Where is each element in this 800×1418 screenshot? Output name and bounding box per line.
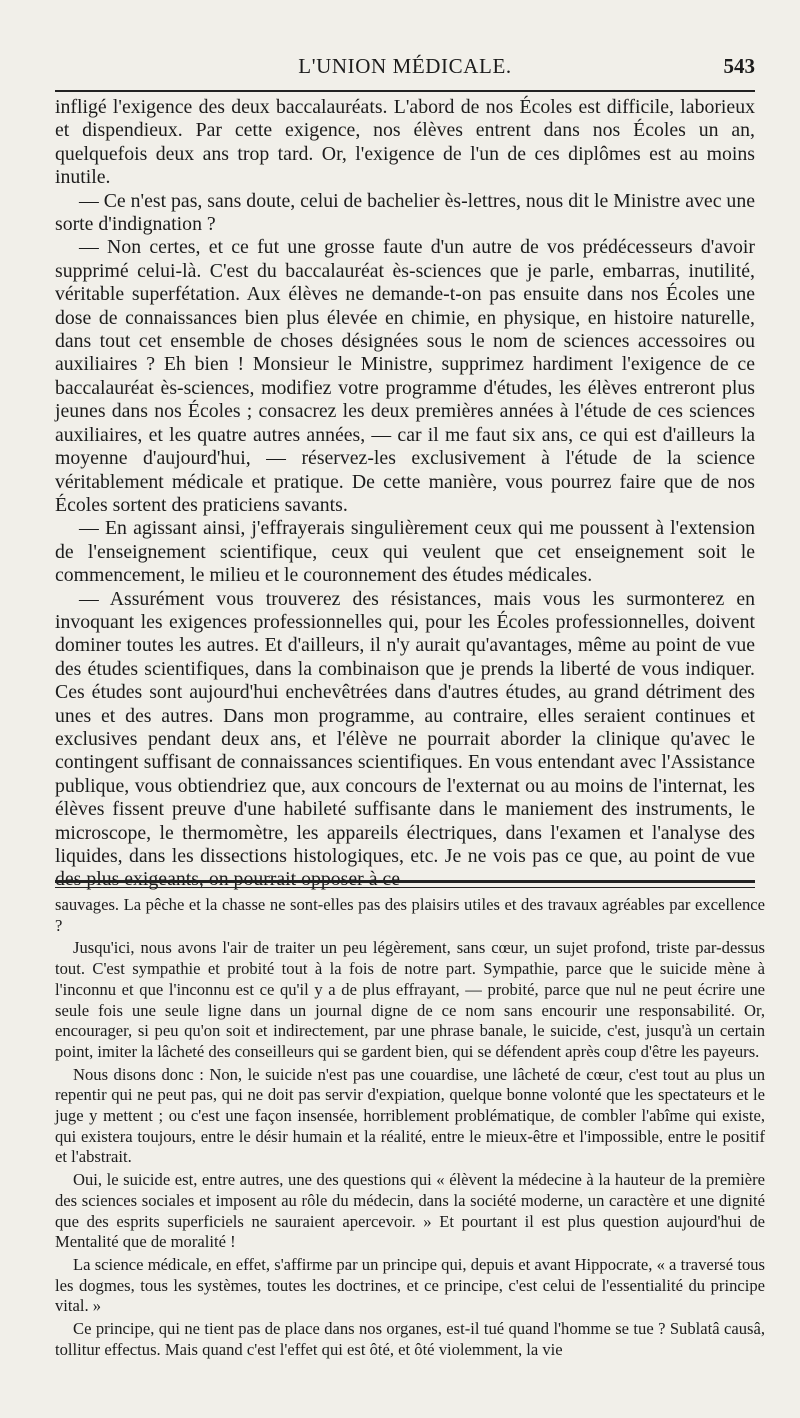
paragraph: Jusqu'ici, nous avons l'air de traiter un peu légèrement, sans cœur, un sujet profond, triste par-dessus tout. C'est sympathie et probité tout à la fois de notre part. Sympathie, parce que le suicide mène à l'inconnu et que l'inconnu est ce qu'il y a de plus effrayant, — probité, parce que nul ne peut écrire une seule fois une seule ligne dans un journal digne de ce nom sans encourir une responsabilité. Or, encourager, si peu qu'on soit et indirectement, par une phrase banale, le suicide, c'est, jusqu'à un certain point, imiter la lâcheté des conseilleurs qui se gardent bien, qui se défendent après coup d'être les payeurs. bbox=[55, 938, 765, 1061]
paragraph: — En agissant ainsi, j'effrayerais singulièrement ceux qui me poussent à l'extension de l'enseignement scientifique, ceux qui veulent que cet enseignement soit le commencement, le milieu et le couronnement des études médicales. bbox=[55, 517, 755, 587]
paragraph: sauvages. La pêche et la chasse ne sont-elles pas des plaisirs utiles et des travaux agréables par excellence ? bbox=[55, 895, 765, 935]
paragraph: — Non certes, et ce fut une grosse faute d'un autre de vos prédécesseurs d'avoir supprimé celui-là. C'est du baccalauréat ès-sciences que je parle, embarras, inutilité, véritable superfétation. Aux élèves ne demande-t-on pas ensuite dans nos Écoles une dose de connaissances bien plus élevée en chimie, en physique, en histoire naturelle, dans tout cet ensemble de choses désignées sous le nom de sciences accessoires ou auxiliaires ? Eh bien ! Monsieur le Ministre, supprimez hardiment l'exigence de ce baccalauréat ès-sciences, modifiez votre programme d'études, les élèves entreront plus jeunes dans nos Écoles ; consacrez les deux premières années à l'étude de ces sciences auxiliaires, et les quatre autres années, — car il me faut six ans, ce qui est d'ailleurs la moyenne d'aujourd'hui, — réservez-les exclusivement à l'étude de la science véritablement médicale et pratique. De cette manière, vous pourrez faire que de nos Écoles sortent des praticiens savants. bbox=[55, 236, 755, 516]
feuilleton-text bbox=[55, 895, 765, 1362]
main-text bbox=[55, 96, 755, 892]
paragraph: Oui, le suicide est, entre autres, une des questions qui « élèvent la médecine à la hauteur de la première des sciences sociales et imposent au rôle du médecin, dans la société moderne, un caractère et une dignité que des esprits superficiels ne sauraient apercevoir. » Et pourtant il est plus question aujourd'hui de Mentalité que de moralité ! bbox=[55, 1170, 765, 1252]
page-number: 543 bbox=[723, 54, 755, 78]
paragraph: La science médicale, en effet, s'affirme par un principe qui, depuis et avant Hippocrate, « a traversé tous les dogmes, tous les systèmes, toutes les doctrines, et ce principe, c'est celui de l'essentialité du principe vital. » bbox=[55, 1254, 765, 1316]
journal-title: L'UNION MÉDICALE. bbox=[298, 54, 512, 78]
header-rule bbox=[55, 90, 755, 92]
paragraph: — Ce n'est pas, sans doute, celui de bachelier ès-lettres, nous dit le Ministre avec une sorte d'indignation ? bbox=[55, 189, 755, 236]
paragraph: Nous disons donc : Non, le suicide n'est pas une couardise, une lâcheté de cœur, c'est tout au plus un repentir qui ne peut pas, qui ne doit pas servir d'expiation, quelque bonne volonté que les spectateurs et le juge y mettent ; ou c'est une façon insensée, horriblement problématique, de combler l'abîme qui existe, qui existera toujours, entre le désir humain et la réalité, entre le mieux-être et l'impossible, entre le positif et l'abstrait. bbox=[55, 1064, 765, 1167]
paragraph: Ce principe, qui ne tient pas de place dans nos organes, est-il tué quand l'homme se tue ? Sublatâ causâ, tollitur effectus. Mais quand c'est l'effet qui est ôté, et ôté violemment, la vie bbox=[55, 1319, 765, 1359]
section-divider-thin bbox=[55, 887, 755, 888]
page-header bbox=[55, 52, 755, 82]
paragraph: infligé l'exigence des deux baccalauréats. L'abord de nos Écoles est difficile, laborieux et dispendieux. Par cette exigence, nos élèves entrent dans nos Écoles un an, quelquefois deux ans trop tard. Or, l'exigence de l'un de ces diplômes est au moins inutile. bbox=[55, 96, 755, 189]
paragraph: — Assurément vous trouverez des résistances, mais vous les surmonterez en invoquant les exigences professionnelles qui, pour les Écoles professionnelles, doivent dominer toutes les autres. Et d'ailleurs, il n'y aurait qu'avantages, même au point de vue des études scientifiques, dans la combinaison que je prends la liberté de vous indiquer. Ces études sont aujourd'hui enchevêtrées dans d'autres études, au grand détriment des unes et des autres. Dans mon programme, au contraire, elles seraient continues et exclusives pendant deux ans, et l'élève ne pourrait aborder la clinique qu'avec le contingent suffisant de connaissances scientifiques. En vous entendant avec l'Assistance publique, vous obtiendriez que, aux concours de l'externat ou au moins de l'internat, les élèves fissent preuve d'une habileté suffisante dans le maniement des instruments, le microscope, le thermomètre, les appareils électriques, dans l'examen et l'analyse des liquides, dans les dissections histologiques, etc. Je ne vois pas ce que, au point de vue des plus exigeants, on pourrait opposer à ce bbox=[55, 587, 755, 891]
section-divider bbox=[55, 880, 755, 883]
